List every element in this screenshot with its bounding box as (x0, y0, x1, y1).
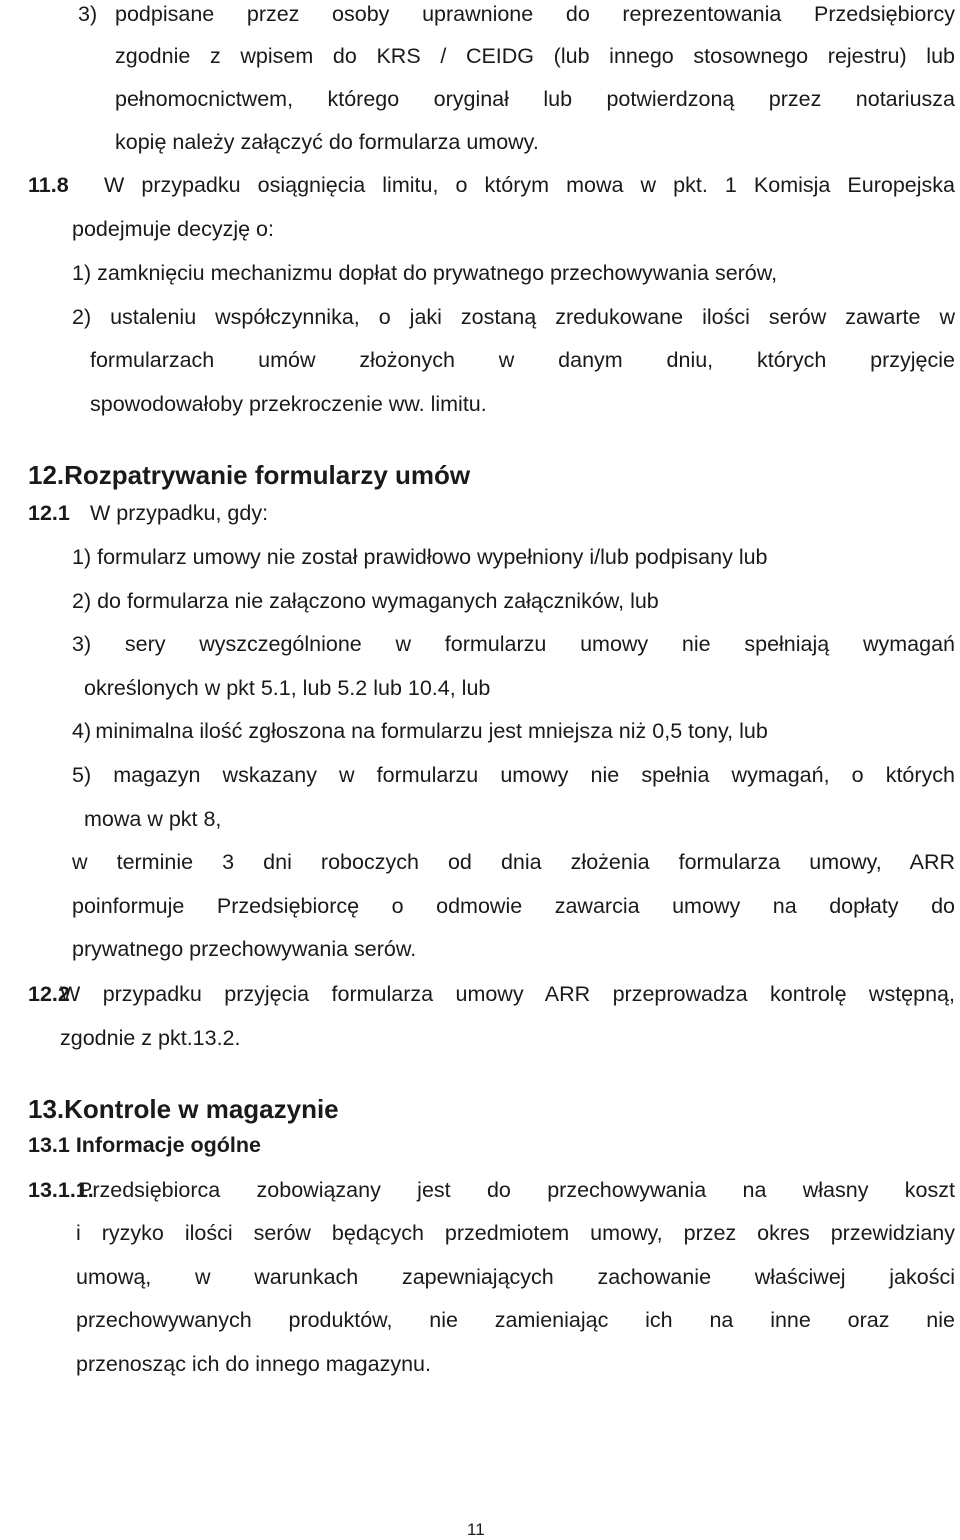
paragraph-line: pełnomocnictwem, którego oryginał lub potwierdzoną przez notariusza (115, 87, 955, 111)
paragraph-line: i ryzyko ilości serów będących przedmiotem umowy, przez okres przewidziany (76, 1221, 955, 1245)
paragraph-line: W przypadku przyjęcia formularza umowy ARR przeprowadza kontrolę wstępną, (60, 982, 955, 1006)
list-marker: 3) (78, 2, 98, 26)
list-item-continuation: spowodowałoby przekroczenie ww. limitu. (90, 392, 487, 416)
section-number: 11.8 (28, 173, 69, 197)
paragraph-line: umową, w warunkach zapewniających zachowanie właściwej jakości (76, 1265, 955, 1289)
paragraph-line: W przypadku, gdy: (90, 501, 269, 525)
list-item-continuation: określonych w pkt 5.1, lub 5.2 lub 10.4, lub (84, 676, 491, 700)
paragraph-line: kopię należy załączyć do formularza umowy. (115, 130, 539, 154)
section-heading: 12.Rozpatrywanie formularzy umów (28, 460, 471, 490)
list-item: 5) magazyn wskazany w formularzu umowy nie spełnia wymagań, o których (72, 763, 955, 787)
paragraph-line: poinformuje Przedsiębiorcę o odmowie zawarcia umowy na dopłaty do (72, 894, 955, 918)
paragraph-line: W przypadku osiągnięcia limitu, o którym mowa w pkt. 1 Komisja Europejska (104, 173, 955, 197)
list-item: 3) sery wyszczególnione w formularzu umowy nie spełniają wymagań (72, 632, 955, 656)
paragraph-line: zgodnie z wpisem do KRS / CEIDG (lub innego stosownego rejestru) lub (115, 44, 955, 68)
section-number: 12.1 (28, 501, 70, 525)
page-number: 11 (467, 1520, 485, 1539)
list-item: 1) formularz umowy nie został prawidłowo wypełniony i/lub podpisany lub (72, 545, 768, 569)
paragraph-line: Przedsiębiorca zobowiązany jest do przechowywania na własny koszt (78, 1178, 955, 1202)
paragraph-line: podejmuje decyzję o: (72, 217, 274, 241)
section-number: 13.1.1. (28, 1178, 94, 1202)
list-item-continuation: mowa w pkt 8, (84, 807, 222, 831)
paragraph-line: prywatnego przechowywania serów. (72, 937, 417, 961)
paragraph-line: podpisane przez osoby uprawnione do reprezentowania Przedsiębiorcy (115, 2, 955, 26)
list-item: 2) ustaleniu współczynnika, o jaki zostaną zredukowane ilości serów zawarte w (72, 305, 955, 329)
list-item: 2) do formularza nie załączono wymaganych załączników, lub (72, 589, 659, 613)
subsection-heading: 13.1 Informacje ogólne (28, 1133, 261, 1157)
section-number: 12.2 (28, 982, 70, 1006)
paragraph-line: przechowywanych produktów, nie zamieniając ich na inne oraz nie (76, 1308, 955, 1332)
section-heading: 13.Kontrole w magazynie (28, 1094, 339, 1124)
list-item: 4) minimalna ilość zgłoszona na formularzu jest mniejsza niż 0,5 tony, lub (72, 719, 768, 743)
list-item: 1) zamknięciu mechanizmu dopłat do prywatnego przechowywania serów, (72, 261, 778, 285)
paragraph-line: zgodnie z pkt.13.2. (60, 1026, 241, 1050)
list-item-continuation: formularzach umów złożonych w danym dniu, których przyjęcie (90, 348, 955, 372)
paragraph-line: przenosząc ich do innego magazynu. (76, 1352, 431, 1376)
paragraph-line: w terminie 3 dni roboczych od dnia złożenia formularza umowy, ARR (72, 850, 955, 874)
